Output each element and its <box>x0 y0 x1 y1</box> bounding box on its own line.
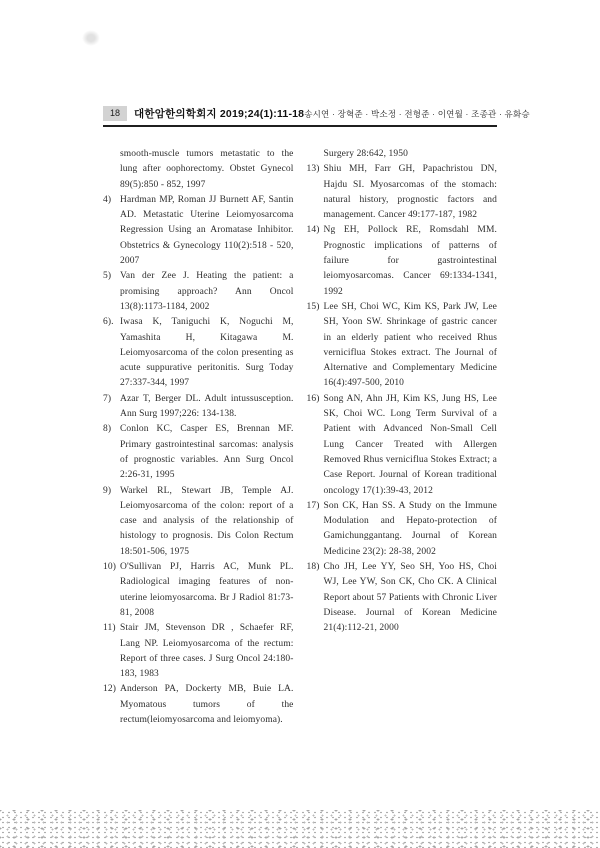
reference-number: 4) <box>103 194 112 205</box>
reference-text: Surgery 28:642, 1950 <box>323 149 408 159</box>
reference-text: Warkel RL, Stewart JB, Temple AJ. Leiomyosarcoma of the colon: report of a case and analysis of the relationship of histology to prognosis. Dis Colon Rectum 18:501-506, 1975 <box>120 485 294 557</box>
reference-item <box>103 193 294 269</box>
reference-number: 14) <box>306 225 320 236</box>
reference-text: smooth-muscle tumors metastatic to the lung after oophorectomy. Obstet Gynecol 89(5):850 - 852, 1997 <box>120 149 294 190</box>
reference-number: 12) <box>103 684 116 695</box>
reference-text: Shiu MH, Farr GH, Papachristou DN, Hajdu SI. Myosarcomas of the stomach: natural history, prognostic factors and management. Cancer 49:177-187, 1982 <box>323 164 497 221</box>
reference-item <box>103 392 294 423</box>
reference-item <box>307 560 498 636</box>
reference-item <box>103 682 294 728</box>
reference-number: 11) <box>103 623 116 634</box>
reference-text: Song AN, Ahn JH, Kim KS, Jung HS, Lee SK, Choi WC. Long Term Survival of a Patient with Advanced Non-Small Cell Lung Cancer Treated with Allergen Removed Rhus verniciflua Stokes Extract; a Case Report. Journal of Korean traditional oncology 17(1):39-43, 2012 <box>323 393 497 496</box>
reference-number <box>103 147 120 193</box>
reference-text: Iwasa K, Taniguchi K, Noguchi M, Yamashita H, Kitagawa M. Leiomyosarcoma of the colon presenting as acute suppurative peritonitis. Surg Today 27:337-344, 1997 <box>120 317 294 389</box>
reference-text: Son CK, Han SS. A Study on the Immune Modulation and Hepato-protection of Gamichunggantang. Journal of Korean Medicine 23(2): 28-38, 2002 <box>323 500 497 557</box>
reference-item <box>307 147 498 162</box>
author-names: 송시연 · 장혁준 · 박소정 · 전형준 · 이연월 · 조종관 · 유화승 <box>304 109 530 119</box>
reference-number <box>307 147 324 162</box>
reference-item <box>307 223 498 299</box>
reference-item <box>307 499 498 560</box>
running-head-left <box>103 106 304 121</box>
reference-item <box>307 300 498 392</box>
reference-item <box>103 484 294 560</box>
reference-item <box>307 392 498 499</box>
reference-item <box>103 560 294 621</box>
journal-title: 대한암한의학회지 2019;24(1):11-18 <box>134 108 305 120</box>
scan-smudge <box>82 30 100 46</box>
reference-number: 8) <box>103 424 112 435</box>
reference-columns <box>103 147 497 728</box>
reference-number: 18) <box>306 562 320 573</box>
reference-text: Conlon KC, Casper ES, Brennan MF. Primary gastrointestinal sarcomas: analysis of prognostic variables. Ann Surg Oncol 2:26-31, 1995 <box>120 424 294 481</box>
page-number: 18 <box>103 106 127 121</box>
reference-text: Cho JH, Lee YY, Seo SH, Yoo HS, Choi WJ, Lee YW, Son CK, Cho CK. A Clinical Report about 57 Patients with Chronic Liver Disease. Journal of Korean Medicine 21(4):112-21, 2000 <box>323 562 497 634</box>
reference-item <box>103 315 294 391</box>
reference-item <box>103 269 294 315</box>
reference-text: O'Sullivan PJ, Harris AC, Munk PL. Radiological imaging features of non-uterine leiomyosarcoma. Br J Radiol 81:73-81, 2008 <box>120 562 294 618</box>
reference-number: 6). <box>103 317 114 328</box>
reference-text: Anderson PA, Dockerty MB, Buie LA. Myomatous tumors of the rectum(leiomyosarcoma and leiomyoma). <box>120 684 294 725</box>
reference-text: Hardman MP, Roman JJ Burnett AF, Santin AD. Metastatic Uterine Leiomyosarcoma Regression Using an Aromatase Inhibitor. Obstetrics & Gynecology 110(2):518 - 520, 2007 <box>120 194 294 267</box>
reference-item <box>103 147 294 193</box>
reference-number: 16) <box>306 393 320 404</box>
reference-number: 17) <box>306 500 320 511</box>
reference-text: Van der Zee J. Heating the patient: a promising approach? Ann Oncol 13(8):1173-1184, 2002 <box>120 271 294 312</box>
reference-column-right <box>307 147 498 728</box>
reference-number: 10) <box>103 562 116 573</box>
reference-number: 5) <box>103 271 112 282</box>
reference-number: 13) <box>306 164 320 175</box>
reference-item <box>103 621 294 682</box>
scan-noise-band <box>0 810 600 848</box>
running-head <box>103 106 530 127</box>
reference-number: 7) <box>103 393 112 404</box>
reference-text: Azar T, Berger DL. Adult intussusception. Ann Surg 1997;226: 134-138. <box>120 393 294 420</box>
reference-item <box>307 162 498 223</box>
reference-text: Lee SH, Choi WC, Kim KS, Park JW, Lee SH, Yoon SW. Shrinkage of gastric cancer in an elderly patient who received Rhus verniciflua Stokes extract. The Journal of Alternative and Complementary Medicine 16(4):497-500, 2010 <box>323 301 497 389</box>
reference-text: Ng EH, Pollock RE, Romsdahl MM. Prognostic implications of patterns of failure for gastrointestinal leiomyosarcomas. Cancer 69:1334-1341, 1992 <box>323 225 497 297</box>
reference-item <box>103 422 294 483</box>
reference-number: 15) <box>306 301 320 312</box>
reference-number: 9) <box>103 485 112 496</box>
reference-column-left <box>103 147 294 728</box>
reference-text: Stair JM, Stevenson DR , Schaefer RF, Lang NP. Leiomyosarcoma of the rectum: Report of three cases. J Surg Oncol 24:180-183, 1983 <box>120 623 294 680</box>
